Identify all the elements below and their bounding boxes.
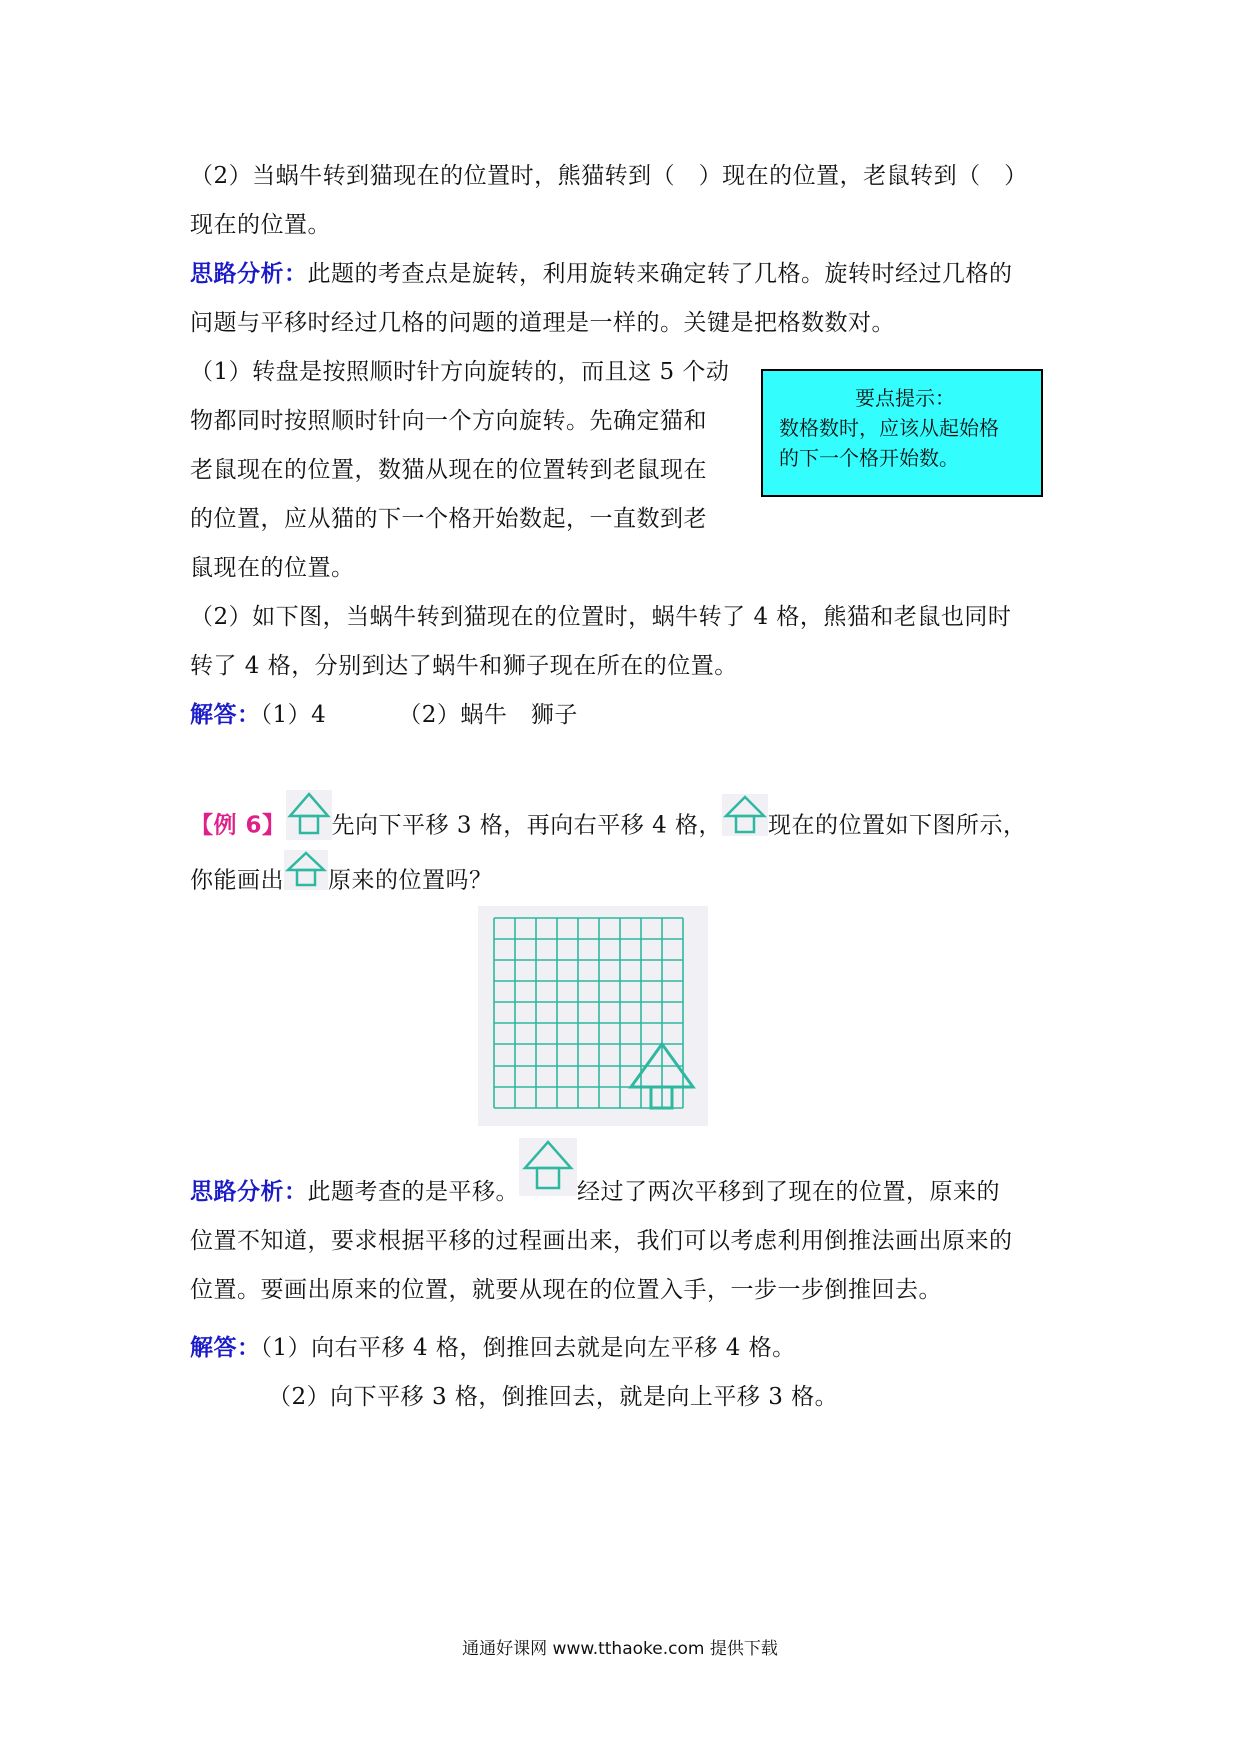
analysis-text-1: 此题的考查点是旋转，利用旋转来确定转了几格。旋转时经过几格的 bbox=[307, 261, 1013, 287]
analysis-2-text-1b: 经过了两次平移到了现在的位置，原来的 bbox=[577, 1179, 1000, 1205]
explanation-2-line-2: 转了 4 格，分别到达了蜗牛和狮子现在所在的位置。 bbox=[190, 653, 738, 679]
tip-title: 要点提示： bbox=[855, 386, 955, 410]
explanation-2-line-1: （2）如下图，当蜗牛转到猫现在的位置时，蜗牛转了 4 格，熊猫和老鼠也同时 bbox=[190, 604, 1012, 630]
grid-svg bbox=[478, 906, 708, 1126]
answer-2-paragraph bbox=[190, 1324, 1070, 1422]
analysis-2-paragraph bbox=[190, 1168, 1070, 1315]
answer-2-line-1: （1）向右平移 4 格，倒推回去就是向左平移 4 格。 bbox=[260, 1335, 796, 1361]
example-6-text-3: 你能画出 bbox=[190, 867, 284, 894]
explanation-1-line: 的位置，应从猫的下一个格开始数起，一直数到老 bbox=[190, 506, 707, 532]
house-shape-icon bbox=[284, 850, 328, 913]
analysis-paragraph bbox=[190, 250, 1070, 348]
answer-2-line-2: （2）向下平移 3 格，倒推回去，就是向上平移 3 格。 bbox=[268, 1384, 839, 1410]
analysis-2-text-2: 位置不知道，要求根据平移的过程画出来，我们可以考虑利用倒推法画出原来的 bbox=[190, 1228, 1013, 1254]
explanation-1-line: 物都同时按照顺时针向一个方向旋转。先确定猫和 bbox=[190, 408, 707, 434]
example-6-text-2: 现在的位置如下图所示， bbox=[768, 812, 1027, 839]
house-shape-icon bbox=[722, 794, 768, 859]
analysis-text-2: 问题与平移时经过几格的问题的道理是一样的。关键是把格数数对。 bbox=[190, 310, 895, 336]
analysis-2-text-1a: 此题考查的是平移。 bbox=[307, 1179, 519, 1205]
answer-part-1: （1）4 bbox=[260, 702, 327, 728]
analysis-2-label: 思路分析： bbox=[190, 1179, 308, 1205]
analysis-label: 思路分析： bbox=[190, 261, 308, 287]
tip-box bbox=[761, 369, 1043, 497]
house-shape-icon bbox=[519, 1138, 577, 1214]
explanation-1-line: 鼠现在的位置。 bbox=[190, 555, 355, 581]
example-6-label: 【例 6】 bbox=[190, 812, 286, 839]
answer-label: 解答： bbox=[190, 702, 261, 728]
explanation-1-line: （1）转盘是按照顺时针方向旋转的，而且这 5 个动 bbox=[190, 359, 730, 385]
example-6-text-4: 原来的位置吗？ bbox=[328, 867, 493, 894]
explanation-1-paragraph bbox=[190, 348, 750, 593]
answer-1-paragraph bbox=[190, 691, 1070, 740]
explanation-2-paragraph bbox=[190, 593, 1070, 691]
page-footer: 通通好课网 www.tthaoke.com 提供下载 bbox=[462, 1639, 778, 1659]
example-6-text-1: 先向下平移 3 格，再向右平移 4 格， bbox=[331, 812, 723, 839]
tip-line-2: 的下一个格开始数。 bbox=[779, 446, 959, 470]
analysis-2-text-3: 位置。要画出原来的位置，就要从现在的位置入手，一步一步倒推回去。 bbox=[190, 1277, 942, 1303]
example-6-paragraph bbox=[190, 790, 1070, 910]
explanation-1-line: 老鼠现在的位置，数猫从现在的位置转到老鼠现在 bbox=[190, 457, 707, 483]
question-2-line-1: （2）当蜗牛转到猫现在的位置时，熊猫转到（ ）现在的位置，老鼠转到（ ） bbox=[190, 163, 1028, 189]
answer-part-2: （2）蜗牛 狮子 bbox=[398, 702, 578, 728]
translation-grid-figure bbox=[478, 906, 708, 1126]
question-2-paragraph bbox=[190, 152, 1070, 250]
answer-2-label: 解答： bbox=[190, 1335, 261, 1361]
question-2-line-2: 现在的位置。 bbox=[190, 212, 331, 238]
tip-line-1: 数格数时，应该从起始格 bbox=[779, 416, 999, 440]
